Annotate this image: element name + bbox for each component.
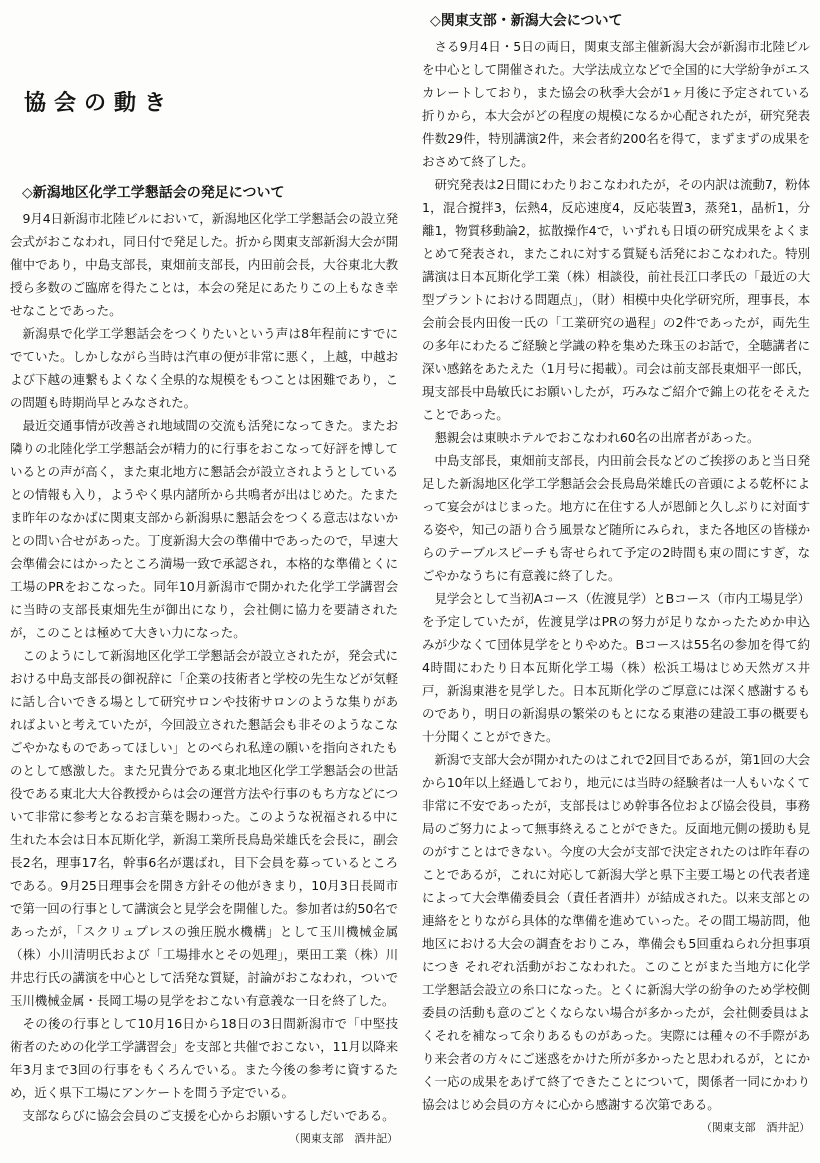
right-paragraph: さる9月4日・5日の両日，関東支部主催新潟大会が新潟市北陸ビルを中心として開催された。大学法成立などで全国的に大学紛争がエスカレートしており，また協会の秋季大会が1ヶ月後に予定されている折りから，本大会がどの程度の規模になるか心配されたが，研究発表件数29件，特別講演2件，来会者約200名を得て，まずまずの成果をおさめて終了した。 — [422, 39, 810, 169]
left-paragraph: 支部ならびに協会会員のご支援を心からお願いするしだいである。 — [22, 1108, 395, 1123]
right-article-signature: （関東支部 酒井記） — [701, 1121, 810, 1134]
left-article-signature: （関東支部 酒井記） — [289, 1132, 398, 1145]
left-paragraph: 最近交通事情が改善され地域間の交流も活発になってきた。またお隣りの北陸化学工学懇話会が精力的に行事をおこなって好評を博しているとの声が高く，また東北地方に懇話会が設立されようとしているとの情報も入り，ようやく県内諸所から共鳴者が出はじめた。たまたま昨年のなかばに関東支部から新潟県に懇話会をつくる意志はないかとの問い合せがあった。丁度新潟大会の準備中であったので，早速大会準備会にはかったところ満場一致で承認され，本格的な準備とくに工場のPRをおこなった。同年10月新潟市で開かれた化学工学講習会に当時の支部長東畑先生が御出になり，会社側に協力を要請されたが，このことは極めて大きい力になった。 — [10, 418, 398, 640]
right-paragraph: 中島支部長，東畑前支部長，内田前会長などのご挨拶のあと当日発足した新潟地区化学工学懇話会会長鳥島栄雄氏の音頭による乾杯によって宴会がはじまった。地方に在住する人が恩師と久しぶりに対面する姿や，知己の語り合う風景など随所にみられ，また各地区の皆様からのテーブルスピーチも寄せられて予定の2時間も束の間にすぎ，なごやかなうちに有意義に終了した。 — [422, 453, 810, 583]
left-paragraph: 新潟県で化学工学懇話会をつくりたいという声は8年程前にすでにでていた。しかしながら当時は汽車の便が非常に悪く，上越，中越および下越の連繋もよくなく全県的な規模をもつことは困難であり，この問題も時期尚早とみなされた。 — [10, 326, 398, 410]
page-title: 協会の動き — [24, 91, 175, 116]
right-article-heading: ◇関東支部・新潟大会について — [430, 13, 623, 29]
right-paragraph: 見学会として当初Aコース（佐渡見学）とBコース（市内工場見学）を予定していたが，佐渡見学はPRの努力が足りなかったためか申込みが少なくて団体見学をとりやめた。Bコースは55名の参加を得て約4時間にわたり日本瓦斯化学工場（株）松浜工場はじめ天然ガス井戸，新潟東港を見学した。日本瓦斯化学のご厚意には深く感謝するものであり，明日の新潟県の繁栄のもとになる東港の建設工事の概要も十分聞くことができた。 — [422, 591, 810, 744]
left-paragraph: その後の行事として10月16日から18日の3日間新潟市で「中堅技術者のための化学工学講習会」を支部と共催でおこない，11月以降来年3月まで3回の行事をもくろんでいる。また今後の参考に資するため，近く県下工場にアンケートを問う予定でいる。 — [10, 1016, 398, 1100]
right-paragraph: 懇親会は東映ホテルでおこなわれ60名の出席者があった。 — [434, 430, 760, 445]
left-column — [10, 0, 398, 1163]
right-article-body — [422, 35, 810, 1139]
right-column — [422, 0, 810, 1163]
left-article-body — [10, 207, 398, 1150]
right-paragraph: 研究発表は2日間にわたりおこなわれたが，その内訳は流動7，粉体1，混合撹拌3，伝熱4，反応速度4，反応装置3，蒸発1，晶析1，分離1，物質移動論2，拡散操作4で，いずれも日頃の研究成果をよくまとめて発表され，またこれに対する質疑も活発におこなわれた。特別講演は日本瓦斯化学工業（株）相談役，前社長江口孝氏の「最近の大型プラントにおける問題点」，（財）相模中央化学研究所，理事長，本会前会長内田俊一氏の「工業研究の過程」の2件であったが，両先生の多年にわたるご経験と学識の粋を集めた珠玉のお話で，全聴講者に深い感銘をあたえた（1月号に掲載）。司会は前支部長東畑平一郎氏，現支部長中島敏氏にお願いしたが，巧みなご紹介で錦上の花をそえたことであった。 — [422, 177, 810, 422]
right-paragraph: 新潟で支部大会が開かれたのはこれで2回目であるが，第1回の大会から10年以上経過しており，地元には当時の経験者は一人もいなくて非常に不安であったが，支部長はじめ幹事各位および協会役員，事務局のご努力によって無事終えることができた。反面地元側の援助も見のがすことはできない。今度の大会が支部で決定されたのは昨年春のことであるが，これに対応して新潟大学と県下主要工場との代表者達によって大会準備委員会（責任者酒井）が結成された。以来支部との連絡をとりながら具体的な準備を進めていった。その間工場訪問，他地区における大会の調査をおりこみ，準備会も5回重ねられ分担事項につき それぞれ活動がおこなわれた。このことがまた当地方に化学工学懇話会設立の糸口になった。とくに新潟大学の紛争のため学校側委員の活動も意のごとくならない場合が多かったが，会社側委員はよくそれを補なって余りあるものがあった。実際には種々の不手際があり来会者の方々にご迷惑をかけた所が多かったと思われるが，とにかく一応の成果をあげて終了できたことについて，関係者一同にかわり協会はじめ会員の方々に心から感謝する次第である。 — [422, 752, 810, 1112]
left-article-heading: ◇新潟地区化学工学懇話会の発足について — [22, 185, 285, 201]
left-paragraph: 9月4日新潟市北陸ビルにおいて，新潟地区化学工学懇話会の設立発会式がおこなわれ，同日付で発足した。折から関東支部新潟大会が開催中であり，中島支部長，東畑前支部長，内田前会長，大谷東北大教授ら多数のご臨席を得たことは，本会の発足にあたりこの上もなき幸せなことであった。 — [10, 211, 398, 318]
left-paragraph: このようにして新潟地区化学工学懇話会が設立されたが，発会式における中島支部長の御祝辞に「企業の技術者と学校の先生などが気軽に話し合いできる場として研究サロンや技術サロンのような集りがあればよいと考えていたが，今回設立された懇話会も非そのようなこなごやかなものであってほしい」とのべられ私達の願いを指向されたものとして感激した。また兄貴分である東北地区化学工学懇話会の世話役である東北大大谷教授からは会の運営方法や行事のもち方などについて非常に参考となるお言葉を賜わった。このような祝福される中に生れた本会は日本瓦斯化学，新潟工業所長鳥島栄雄氏を会長に，副会長2名，理事17名，幹事6名が選ばれ，目下会員を募っているところである。9月25日理事会を開き方針その他がきまり，10月3日長岡市で第一回の行事として講演会と見学会を開催した。参加者は約50名であったが，「スクリュプレスの強圧脱水機構」として玉川機械金属（株）小川清明氏および「工場排水とその処理」，栗田工業（株）川井忠行氏の講演を中心として活発な質疑，討論がおこなわれ，ついで玉川機械金属・長岡工場の見学をおこない有意義な一日を終了した。 — [10, 648, 398, 1008]
